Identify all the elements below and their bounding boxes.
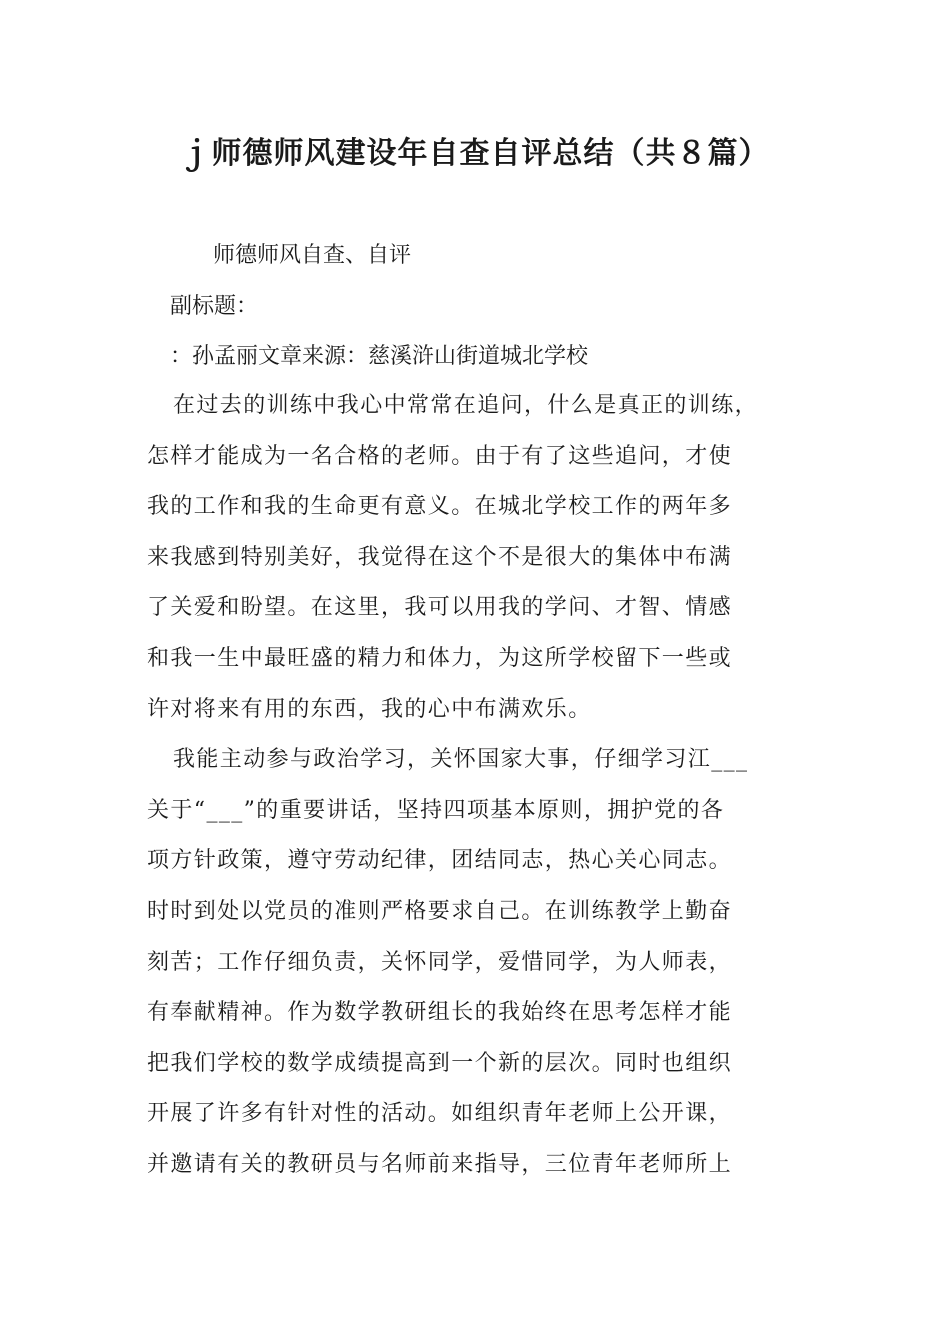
document-body — [147, 391, 837, 1201]
paragraph-line: 时时到处以党员的准则严格要求自己。在训练教学上勤奋 — [147, 898, 733, 924]
paragraph-line: 关于“___”的重要讲话，坚持四项基本原则，拥护党的各 — [147, 797, 725, 823]
paragraph-line: 来我感到特别美好，我觉得在这个不是很大的集体中布满 — [147, 544, 733, 570]
paragraph-line: 刻苦；工作仔细负责，关怀同学，爱惜同学，为人师表， — [147, 949, 733, 975]
paragraph-line: 和我一生中最旺盛的精力和体力，为这所学校留下一些或 — [147, 645, 733, 671]
paragraph-line: 许对将来有用的东西，我的心中布满欢乐。 — [147, 696, 592, 722]
subtitle-line: 副标题： — [170, 294, 259, 319]
author-source-line: ：孙孟丽文章来源：慈溪浒山街道城北学校 — [170, 344, 589, 369]
paragraph-line: 有奉献精神。作为数学教研组长的我始终在思考怎样才能 — [147, 1000, 733, 1026]
paragraph-line: 在过去的训练中我心中常常在追问，什么是真正的训练， — [173, 393, 759, 418]
paragraph-line: 项方针政策，遵守劳动纪律，团结同志，热心关心同志。 — [147, 848, 733, 874]
paragraph-line: 我能主动参与政治学习，关怀国家大事，仔细学习江___ — [173, 747, 749, 773]
paragraph-line: 怎样才能成为一名合格的老师。由于有了这些追问，才使 — [147, 443, 733, 469]
paragraph-line: 把我们学校的数学成绩提高到一个新的层次。同时也组织 — [147, 1050, 733, 1076]
paragraph-line: 我的工作和我的生命更有意义。在城北学校工作的两年多 — [147, 494, 733, 520]
paragraph-line: 开展了许多有针对性的活动。如组织青年老师上公开课， — [147, 1101, 733, 1127]
heading-line: 师德师风自查、自评 — [213, 243, 412, 268]
paragraph-line: 了关爱和盼望。在这里，我可以用我的学问、才智、情感 — [147, 595, 733, 621]
paragraph-line: 并邀请有关的教研员与名师前来指导，三位青年老师所上 — [147, 1151, 733, 1177]
document-title: ｊ师德师风建设年自查自评总结（共８篇） — [180, 136, 770, 171]
